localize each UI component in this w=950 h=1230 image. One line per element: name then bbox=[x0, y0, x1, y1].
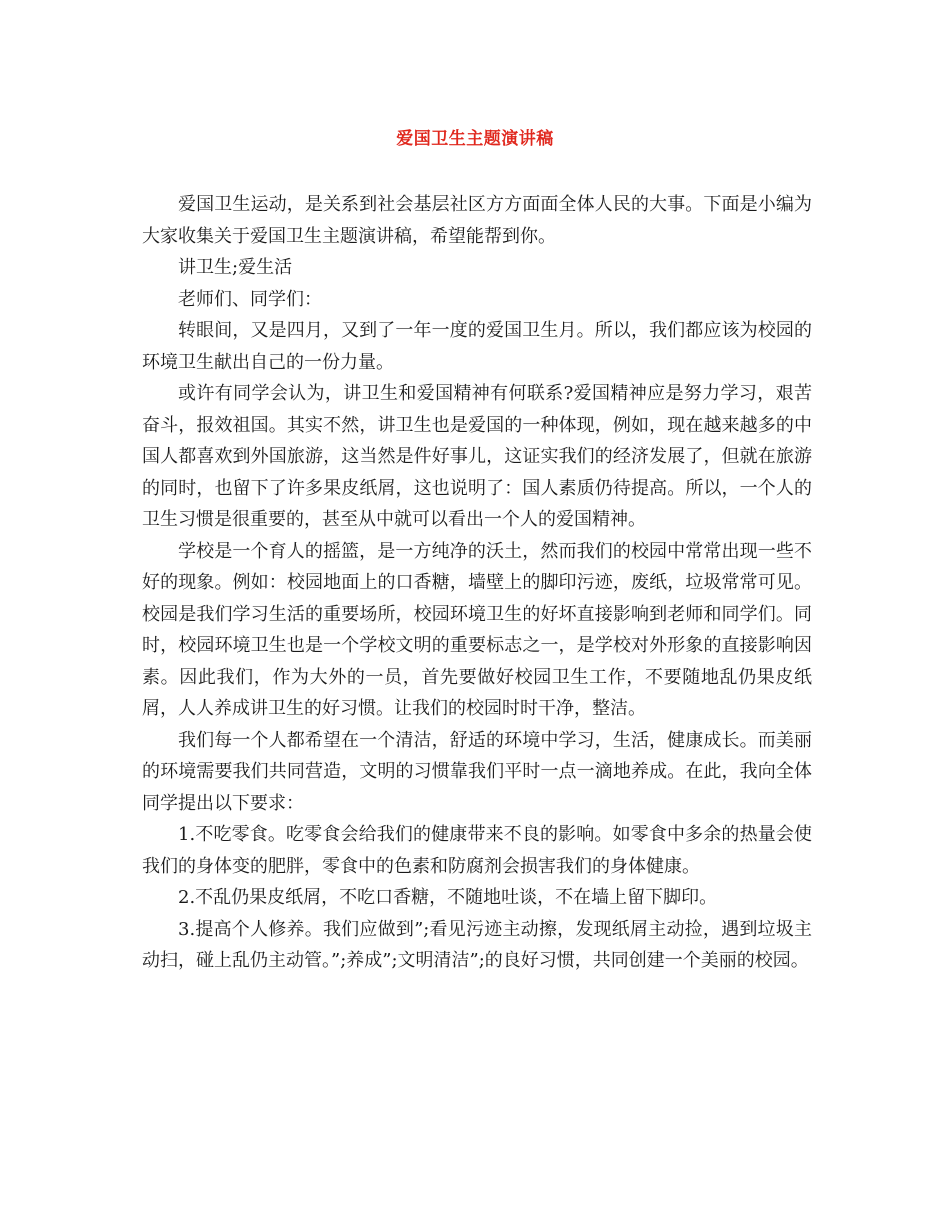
paragraph: 爱国卫生运动，是关系到社会基层社区方方面面全体人民的大事。下面是小编为大家收集关于爱国卫生主题演讲稿，希望能帮到你。 bbox=[142, 194, 812, 247]
paragraph: 讲卫生;爱生活 bbox=[178, 257, 293, 278]
paragraph: 学校是一个育人的摇篮，是一方纯净的沃土，然而我们的校园中常常出现一些不好的现象。例如：校园地面上的口香糖，墙壁上的脚印污迹，废纸，垃圾常常可见。校园是我们学习生活的重要场所，校园环境卫生的好坏直接影响到老师和同学们。同时，校园环境卫生也是一个学校文明的重要标志之一，是学校对外形象的直接影响因素。因此我们，作为大外的一员，首先要做好校园卫生工作，不要随地乱仍果皮纸屑，人人养成讲卫生的好习惯。让我们的校园时时干净，整洁。 bbox=[142, 540, 812, 719]
document-body bbox=[142, 189, 812, 977]
paragraph: 我们每一个人都希望在一个清洁，舒适的环境中学习，生活，健康成长。而美丽的环境需要我们共同营造，文明的习惯靠我们平时一点一滴地养成。在此，我向全体同学提出以下要求： bbox=[142, 729, 812, 814]
paragraph: 2.不乱仍果皮纸屑，不吃口香糖，不随地吐谈，不在墙上留下脚印。 bbox=[178, 887, 718, 908]
paragraph: 3.提高个人修养。我们应做到”;看见污迹主动擦，发现纸屑主动捡，遇到垃圾主动扫，碰上乱仍主动管。”;养成”;文明清洁”;的良好习惯，共同创建一个美丽的校园。 bbox=[142, 918, 812, 971]
document-title: 爱国卫生主题演讲稿 bbox=[396, 129, 554, 149]
paragraph: 老师们、同学们： bbox=[178, 288, 322, 310]
paragraph: 或许有同学会认为，讲卫生和爱国精神有何联系?爱国精神应是努力学习，艰苦奋斗，报效祖国。其实不然，讲卫生也是爱国的一种体现，例如，现在越来越多的中国人都喜欢到外国旅游，这当然是件好事儿，这证实我们的经济发展了，但就在旅游的同时，也留下了许多果皮纸屑，这也说明了：国人素质仍待提高。所以，一个人的卫生习惯是很重要的，甚至从中就可以看出一个人的爱国精神。 bbox=[142, 383, 812, 530]
paragraph: 1.不吃零食。吃零食会给我们的健康带来不良的影响。如零食中多余的热量会使我们的身体变的肥胖，零食中的色素和防腐剂会损害我们的身体健康。 bbox=[142, 824, 812, 877]
paragraph: 转眼间，又是四月，又到了一年一度的爱国卫生月。所以，我们都应该为校园的环境卫生献出自己的一份力量。 bbox=[142, 320, 812, 373]
